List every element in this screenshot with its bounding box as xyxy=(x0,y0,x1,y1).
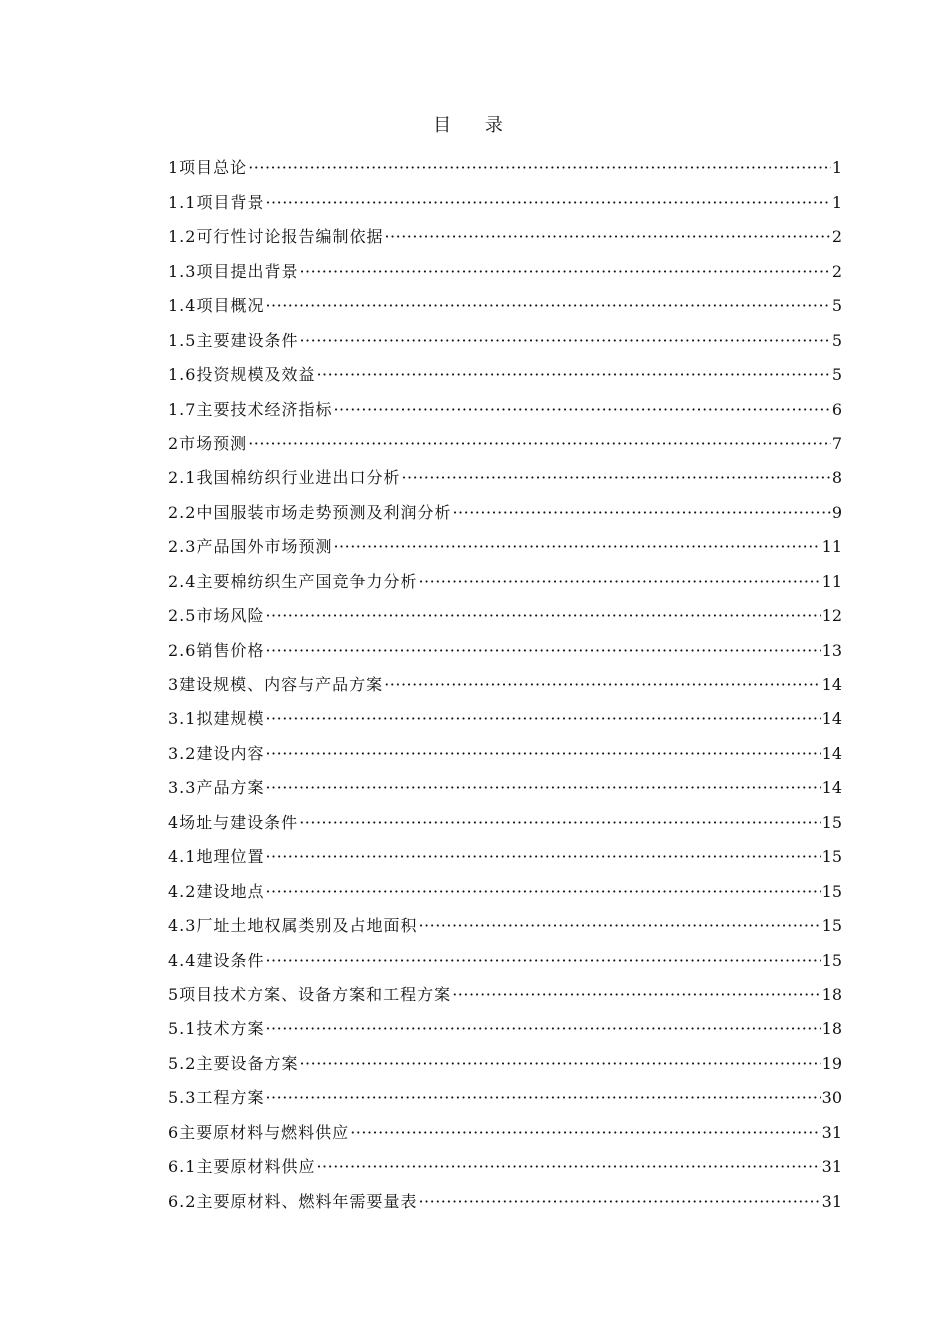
toc-entry-label: 4.2建设地点 xyxy=(168,881,265,901)
toc-entry-label: 1.7主要技术经济指标 xyxy=(168,399,333,419)
toc-entry-page-number: 7 xyxy=(831,433,842,453)
toc-entry-page-number: 31 xyxy=(821,1157,842,1177)
toc-entry-page-number: 18 xyxy=(821,984,842,1004)
toc-entry[interactable] xyxy=(168,1039,842,1073)
toc-entry-page-number: 15 xyxy=(821,950,842,970)
toc-dot-leader xyxy=(452,503,830,523)
toc-dot-leader xyxy=(265,882,820,902)
toc-entry[interactable] xyxy=(168,454,842,488)
toc-entry-page-number: 18 xyxy=(821,1019,842,1039)
toc-dot-leader xyxy=(299,813,820,833)
toc-entry[interactable] xyxy=(168,247,842,281)
toc-dot-leader xyxy=(265,296,830,316)
toc-entry-label: 1.1项目背景 xyxy=(168,192,265,212)
toc-entry[interactable] xyxy=(168,1005,842,1039)
toc-entry-label: 5.2主要设备方案 xyxy=(168,1053,299,1073)
toc-entry-label: 5.1技术方案 xyxy=(168,1019,265,1039)
toc-entry-page-number: 8 xyxy=(831,468,842,488)
toc-entry-page-number: 6 xyxy=(831,399,842,419)
toc-entry-label: 2市场预测 xyxy=(168,433,248,453)
toc-dot-leader xyxy=(265,951,820,971)
toc-dot-leader xyxy=(333,537,820,557)
toc-dot-leader xyxy=(333,400,830,420)
toc-entry-label: 4.1地理位置 xyxy=(168,847,265,867)
toc-entry-page-number: 9 xyxy=(831,502,842,522)
toc-dot-leader xyxy=(248,158,831,178)
toc-entry[interactable] xyxy=(168,1108,842,1142)
toc-entry[interactable] xyxy=(168,1074,842,1108)
toc-entry-page-number: 31 xyxy=(821,1191,842,1211)
toc-dot-leader xyxy=(265,606,820,626)
toc-dot-leader xyxy=(265,641,820,661)
toc-entry[interactable] xyxy=(168,557,842,591)
toc-entry[interactable] xyxy=(168,523,842,557)
toc-entry-label: 5项目技术方案、设备方案和工程方案 xyxy=(168,984,452,1004)
toc-entry-label: 1.6投资规模及效益 xyxy=(168,365,316,385)
toc-entry-label: 1.4项目概况 xyxy=(168,296,265,316)
toc-dot-leader xyxy=(452,985,820,1005)
toc-entry-page-number: 15 xyxy=(821,916,842,936)
toc-entry-page-number: 5 xyxy=(831,330,842,350)
toc-entry-label: 6.1主要原材料供应 xyxy=(168,1157,316,1177)
toc-entry[interactable] xyxy=(168,385,842,419)
toc-entry[interactable] xyxy=(168,764,842,798)
toc-entry-page-number: 1 xyxy=(831,158,842,178)
toc-dot-leader xyxy=(265,709,820,729)
toc-entry-label: 3.2建设内容 xyxy=(168,743,265,763)
toc-entry[interactable] xyxy=(168,695,842,729)
toc-entry-page-number: 11 xyxy=(821,537,842,557)
toc-entry[interactable] xyxy=(168,592,842,626)
toc-entry[interactable] xyxy=(168,1177,842,1211)
toc-entry-label: 2.2中国服装市场走势预测及利润分析 xyxy=(168,502,452,522)
toc-entry-label: 6主要原材料与燃料供应 xyxy=(168,1122,350,1142)
toc-entry-page-number: 14 xyxy=(821,778,842,798)
toc-entry[interactable] xyxy=(168,661,842,695)
toc-dot-leader xyxy=(418,572,820,592)
toc-entry-page-number: 14 xyxy=(821,709,842,729)
toc-dot-leader xyxy=(265,1088,820,1108)
toc-entry-page-number: 31 xyxy=(821,1122,842,1142)
toc-entry-page-number: 12 xyxy=(821,606,842,626)
toc-entry-page-number: 15 xyxy=(821,847,842,867)
toc-entry-label: 2.4主要棉纺织生产国竞争力分析 xyxy=(168,571,418,591)
table-of-contents xyxy=(168,144,842,1212)
toc-dot-leader xyxy=(418,916,820,936)
toc-title: 目 录 xyxy=(433,115,517,136)
toc-entry-label: 2.3产品国外市场预测 xyxy=(168,537,333,557)
toc-entry-label: 1.3项目提出背景 xyxy=(168,261,299,281)
toc-entry-label: 3建设规模、内容与产品方案 xyxy=(168,675,384,694)
toc-dot-leader xyxy=(265,847,820,867)
toc-entry[interactable] xyxy=(168,798,842,832)
toc-entry[interactable] xyxy=(168,902,842,936)
toc-entry[interactable] xyxy=(168,867,842,901)
toc-dot-leader xyxy=(401,468,830,488)
toc-entry-label: 4.3厂址土地权属类别及占地面积 xyxy=(168,916,418,936)
toc-entry-label: 2.1我国棉纺织行业进出口分析 xyxy=(168,468,401,488)
toc-entry[interactable] xyxy=(168,213,842,247)
toc-entry-page-number: 30 xyxy=(821,1088,842,1108)
toc-entry-label: 1项目总论 xyxy=(168,158,248,178)
toc-entry-page-number: 2 xyxy=(831,227,842,247)
toc-entry[interactable] xyxy=(168,178,842,212)
toc-entry-label: 4.4建设条件 xyxy=(168,950,265,970)
toc-entry[interactable] xyxy=(168,316,842,350)
toc-entry-page-number: 2 xyxy=(831,261,842,281)
toc-entry[interactable] xyxy=(168,351,842,385)
toc-dot-leader xyxy=(299,331,830,351)
toc-dot-leader xyxy=(350,1123,820,1143)
toc-dot-leader xyxy=(418,1192,820,1212)
toc-entry-page-number: 1 xyxy=(831,192,842,212)
toc-dot-leader xyxy=(248,434,831,454)
toc-entry-label: 5.3工程方案 xyxy=(168,1088,265,1108)
toc-dot-leader xyxy=(384,227,830,247)
toc-dot-leader xyxy=(316,1157,820,1177)
toc-dot-leader xyxy=(265,778,820,798)
toc-entry[interactable] xyxy=(168,833,842,867)
toc-entry[interactable] xyxy=(168,1143,842,1177)
toc-entry[interactable] xyxy=(168,971,842,1005)
toc-entry-label: 4场址与建设条件 xyxy=(168,812,299,832)
toc-dot-leader xyxy=(265,1019,820,1039)
toc-dot-leader xyxy=(384,675,820,695)
toc-entry-page-number: 14 xyxy=(821,675,842,694)
toc-entry-label: 2.6销售价格 xyxy=(168,640,265,660)
toc-entry-label: 1.5主要建设条件 xyxy=(168,330,299,350)
toc-dot-leader xyxy=(265,193,830,213)
toc-entry[interactable] xyxy=(168,626,842,660)
toc-entry[interactable] xyxy=(168,729,842,763)
toc-entry-label: 3.1拟建规模 xyxy=(168,709,265,729)
toc-dot-leader xyxy=(299,262,830,282)
toc-entry-page-number: 5 xyxy=(831,365,842,385)
toc-entry-page-number: 19 xyxy=(821,1053,842,1073)
toc-entry-label: 1.2可行性讨论报告编制依据 xyxy=(168,227,384,247)
toc-entry-page-number: 15 xyxy=(821,812,842,832)
toc-entry[interactable] xyxy=(168,936,842,970)
toc-dot-leader xyxy=(265,744,820,764)
toc-entry-page-number: 15 xyxy=(821,881,842,901)
toc-entry-page-number: 5 xyxy=(831,296,842,316)
toc-entry[interactable] xyxy=(168,144,842,178)
toc-dot-leader xyxy=(299,1054,820,1074)
toc-entry-page-number: 14 xyxy=(821,743,842,763)
toc-entry-label: 2.5市场风险 xyxy=(168,606,265,626)
toc-entry-label: 3.3产品方案 xyxy=(168,778,265,798)
toc-dot-leader xyxy=(316,365,830,385)
toc-entry[interactable] xyxy=(168,420,842,454)
toc-entry-page-number: 13 xyxy=(821,640,842,660)
toc-entry-page-number: 11 xyxy=(821,571,842,591)
toc-entry-label: 6.2主要原材料、燃料年需要量表 xyxy=(168,1191,418,1211)
toc-entry[interactable] xyxy=(168,282,842,316)
toc-entry[interactable] xyxy=(168,488,842,522)
